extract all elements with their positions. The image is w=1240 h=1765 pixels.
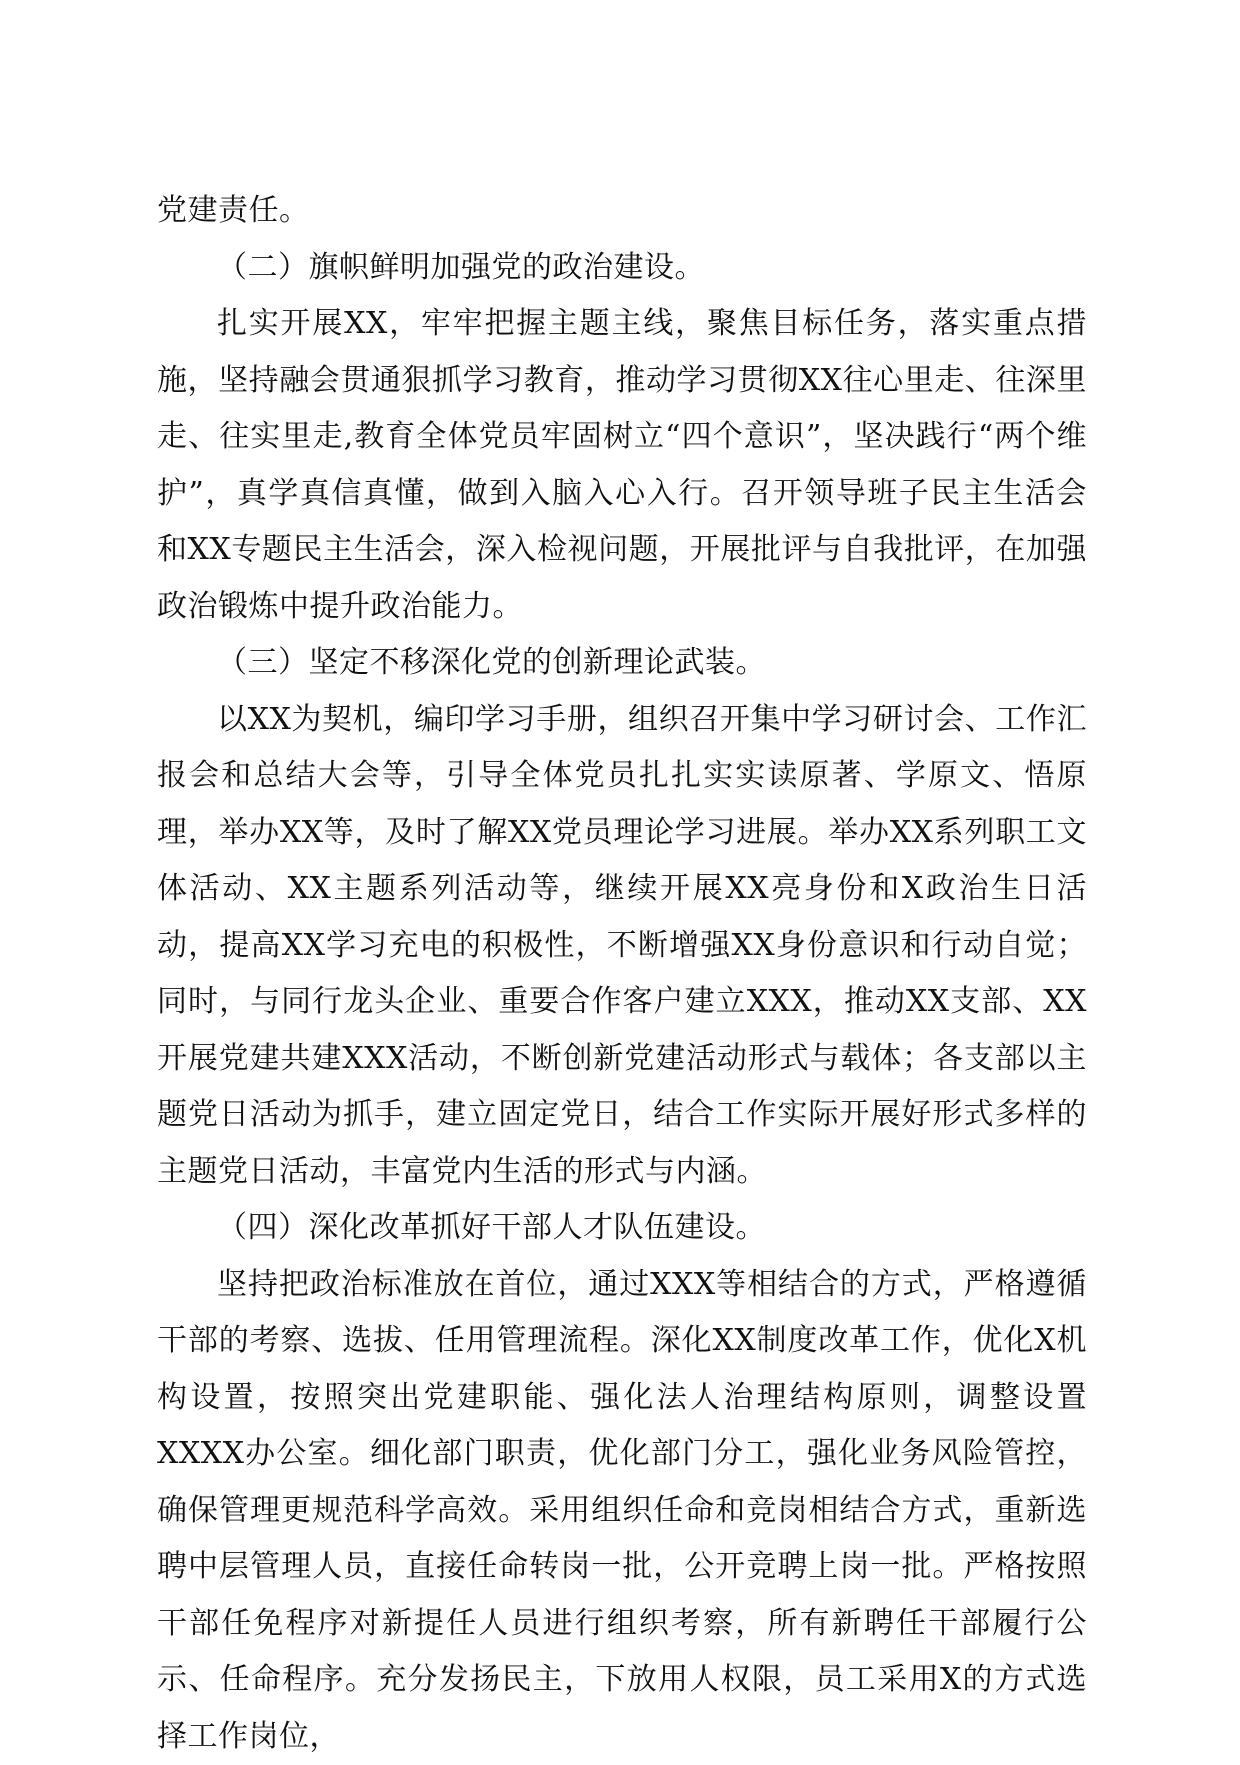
section-heading-2: （二）旗帜鲜明加强党的政治建设。 <box>157 240 1087 297</box>
paragraph-cadre-building: 坚持把政治标准放在首位，通过XXX等相结合的方式，严格遵循干部的考察、选拔、任用管理流程。深化XX制度改革工作，优化X机构设置，按照突出党建职能、强化法人治理结构原则，调整设置XXXX办公室。细化部门职责，优化部门分工，强化业务风险管控，确保管理更规范科学高效。采用组织任命和竞岗相结合方式，重新选聘中层管理人员，直接任命转岗一批，公开竞聘上岗一批。严格按照干部任免程序对新提任人员进行组织考察，所有新聘任干部履行公示、任命程序。充分发扬民主，下放用人权限，员工采用X的方式选择工作岗位， <box>157 1257 1087 1765</box>
section-heading-4: （四）深化改革抓好干部人才队伍建设。 <box>157 1200 1087 1257</box>
document-body <box>157 183 1087 1765</box>
paragraph-political-building: 扎实开展XX，牢牢把握主题主线，聚焦目标任务，落实重点措施，坚持融会贯通狠抓学习教育，推动学习贯彻XX往心里走、往深里走、往实里走,教育全体党员牢固树立“四个意识”，坚决践行“两个维护”，真学真信真懂，做到入脑入心入行。召开领导班子民主生活会和XX专题民主生活会，深入检视问题，开展批评与自我批评，在加强政治锻炼中提升政治能力。 <box>157 296 1087 635</box>
paragraph-continuation: 党建责任。 <box>157 183 1087 240</box>
section-heading-3: （三）坚定不移深化党的创新理论武装。 <box>157 635 1087 692</box>
paragraph-theory-study: 以XX为契机，编印学习手册，组织召开集中学习研讨会、工作汇报会和总结大会等，引导全体党员扎扎实实读原著、学原文、悟原理，举办XX等，及时了解XX党员理论学习进展。举办XX系列职工文体活动、XX主题系列活动等，继续开展XX亮身份和X政治生日活动，提高XX学习充电的积极性，不断增强XX身份意识和行动自觉；同时，与同行龙头企业、重要合作客户建立XXX，推动XX支部、XX开展党建共建XXX活动，不断创新党建活动形式与载体；各支部以主题党日活动为抓手，建立固定党日，结合工作实际开展好形式多样的主题党日活动，丰富党内生活的形式与内涵。 <box>157 692 1087 1201</box>
